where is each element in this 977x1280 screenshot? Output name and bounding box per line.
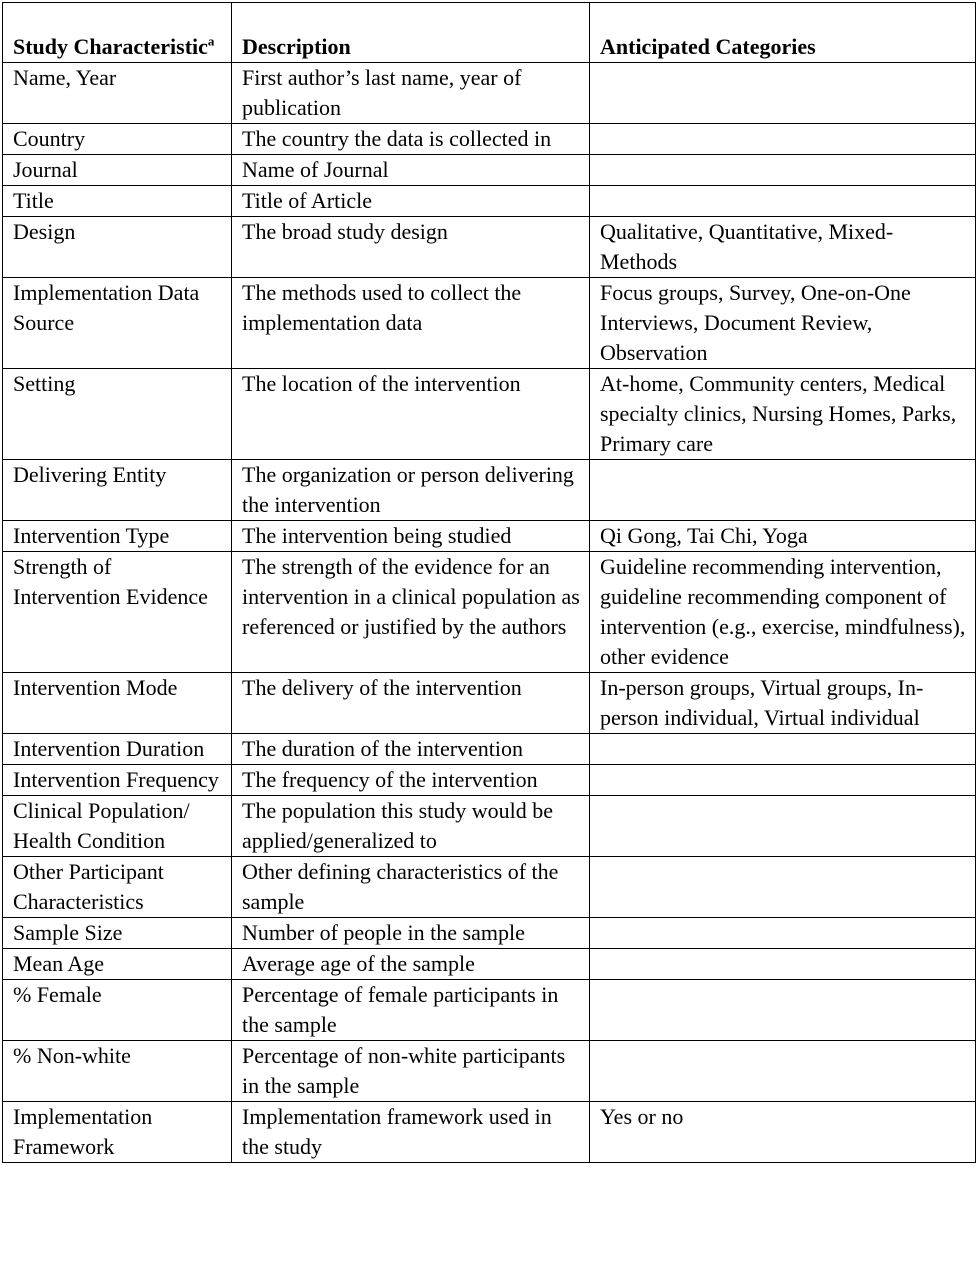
cell-characteristic: Country [3,124,232,155]
cell-categories: In-person groups, Virtual groups, In-person individual, Virtual individual [590,673,976,734]
cell-description: Average age of the sample [232,949,590,980]
cell-characteristic: Delivering Entity [3,460,232,521]
table-row [3,980,976,1041]
cell-categories: Qualitative, Quantitative, Mixed-Methods [590,217,976,278]
table-row [3,1102,976,1163]
header-description: Description [232,3,590,63]
cell-characteristic: % Non-white [3,1041,232,1102]
header-categories: Anticipated Categories [590,3,976,63]
cell-characteristic: Sample Size [3,918,232,949]
cell-categories [590,1041,976,1102]
table-row [3,734,976,765]
table-row [3,186,976,217]
cell-description: The location of the intervention [232,369,590,460]
table-body [3,63,976,1163]
table-row [3,155,976,186]
cell-categories [590,857,976,918]
table-row [3,369,976,460]
table-row [3,460,976,521]
cell-categories [590,63,976,124]
cell-categories [590,918,976,949]
cell-characteristic: Setting [3,369,232,460]
cell-characteristic: Implementation Data Source [3,278,232,369]
cell-description: The organization or person delivering the intervention [232,460,590,521]
header-characteristic-text: Study Characteristic [13,34,208,59]
cell-characteristic: Title [3,186,232,217]
cell-categories: Yes or no [590,1102,976,1163]
table-row [3,918,976,949]
cell-characteristic: Name, Year [3,63,232,124]
cell-description: The country the data is collected in [232,124,590,155]
study-characteristics-table [2,2,976,1163]
cell-characteristic: Strength of Intervention Evidence [3,552,232,673]
cell-categories [590,186,976,217]
cell-categories [590,796,976,857]
cell-characteristic: Intervention Type [3,521,232,552]
cell-categories: Qi Gong, Tai Chi, Yoga [590,521,976,552]
cell-description: Percentage of non-white participants in the sample [232,1041,590,1102]
cell-description: The broad study design [232,217,590,278]
cell-description: Percentage of female participants in the sample [232,980,590,1041]
footnote-marker: a [207,33,215,49]
cell-characteristic: Clinical Population/ Health Condition [3,796,232,857]
cell-characteristic: Mean Age [3,949,232,980]
cell-characteristic: Implementation Framework [3,1102,232,1163]
cell-description: The population this study would be applied/generalized to [232,796,590,857]
cell-characteristic: Design [3,217,232,278]
cell-categories: Focus groups, Survey, One-on-One Interviews, Document Review, Observation [590,278,976,369]
cell-categories [590,734,976,765]
cell-categories [590,155,976,186]
cell-description: Number of people in the sample [232,918,590,949]
cell-categories [590,949,976,980]
header-characteristic [3,3,232,63]
cell-description: The duration of the intervention [232,734,590,765]
cell-categories [590,460,976,521]
table-row [3,796,976,857]
table-row [3,278,976,369]
cell-description: Implementation framework used in the study [232,1102,590,1163]
cell-description: The delivery of the intervention [232,673,590,734]
cell-description: The intervention being studied [232,521,590,552]
cell-categories: At-home, Community centers, Medical specialty clinics, Nursing Homes, Parks, Primary care [590,369,976,460]
cell-categories [590,980,976,1041]
table-row [3,124,976,155]
cell-description: Name of Journal [232,155,590,186]
cell-characteristic: Intervention Frequency [3,765,232,796]
cell-description: The strength of the evidence for an intervention in a clinical population as referenced or justified by the authors [232,552,590,673]
table-row [3,63,976,124]
table-row [3,765,976,796]
table-row [3,552,976,673]
table-row [3,521,976,552]
cell-categories: Guideline recommending intervention, guideline recommending component of intervention (e.g., exercise, mindfulness), other evidence [590,552,976,673]
table-header [3,3,976,63]
table-row [3,949,976,980]
table-row [3,857,976,918]
table-row [3,1041,976,1102]
cell-description: Other defining characteristics of the sample [232,857,590,918]
cell-characteristic: Other Participant Characteristics [3,857,232,918]
cell-description: The frequency of the intervention [232,765,590,796]
table-row [3,673,976,734]
header-row [3,3,976,63]
cell-description: Title of Article [232,186,590,217]
cell-categories [590,124,976,155]
cell-categories [590,765,976,796]
cell-characteristic: Journal [3,155,232,186]
cell-description: The methods used to collect the implementation data [232,278,590,369]
cell-characteristic: Intervention Duration [3,734,232,765]
cell-description: First author’s last name, year of publication [232,63,590,124]
cell-characteristic: Intervention Mode [3,673,232,734]
cell-characteristic: % Female [3,980,232,1041]
table-row [3,217,976,278]
